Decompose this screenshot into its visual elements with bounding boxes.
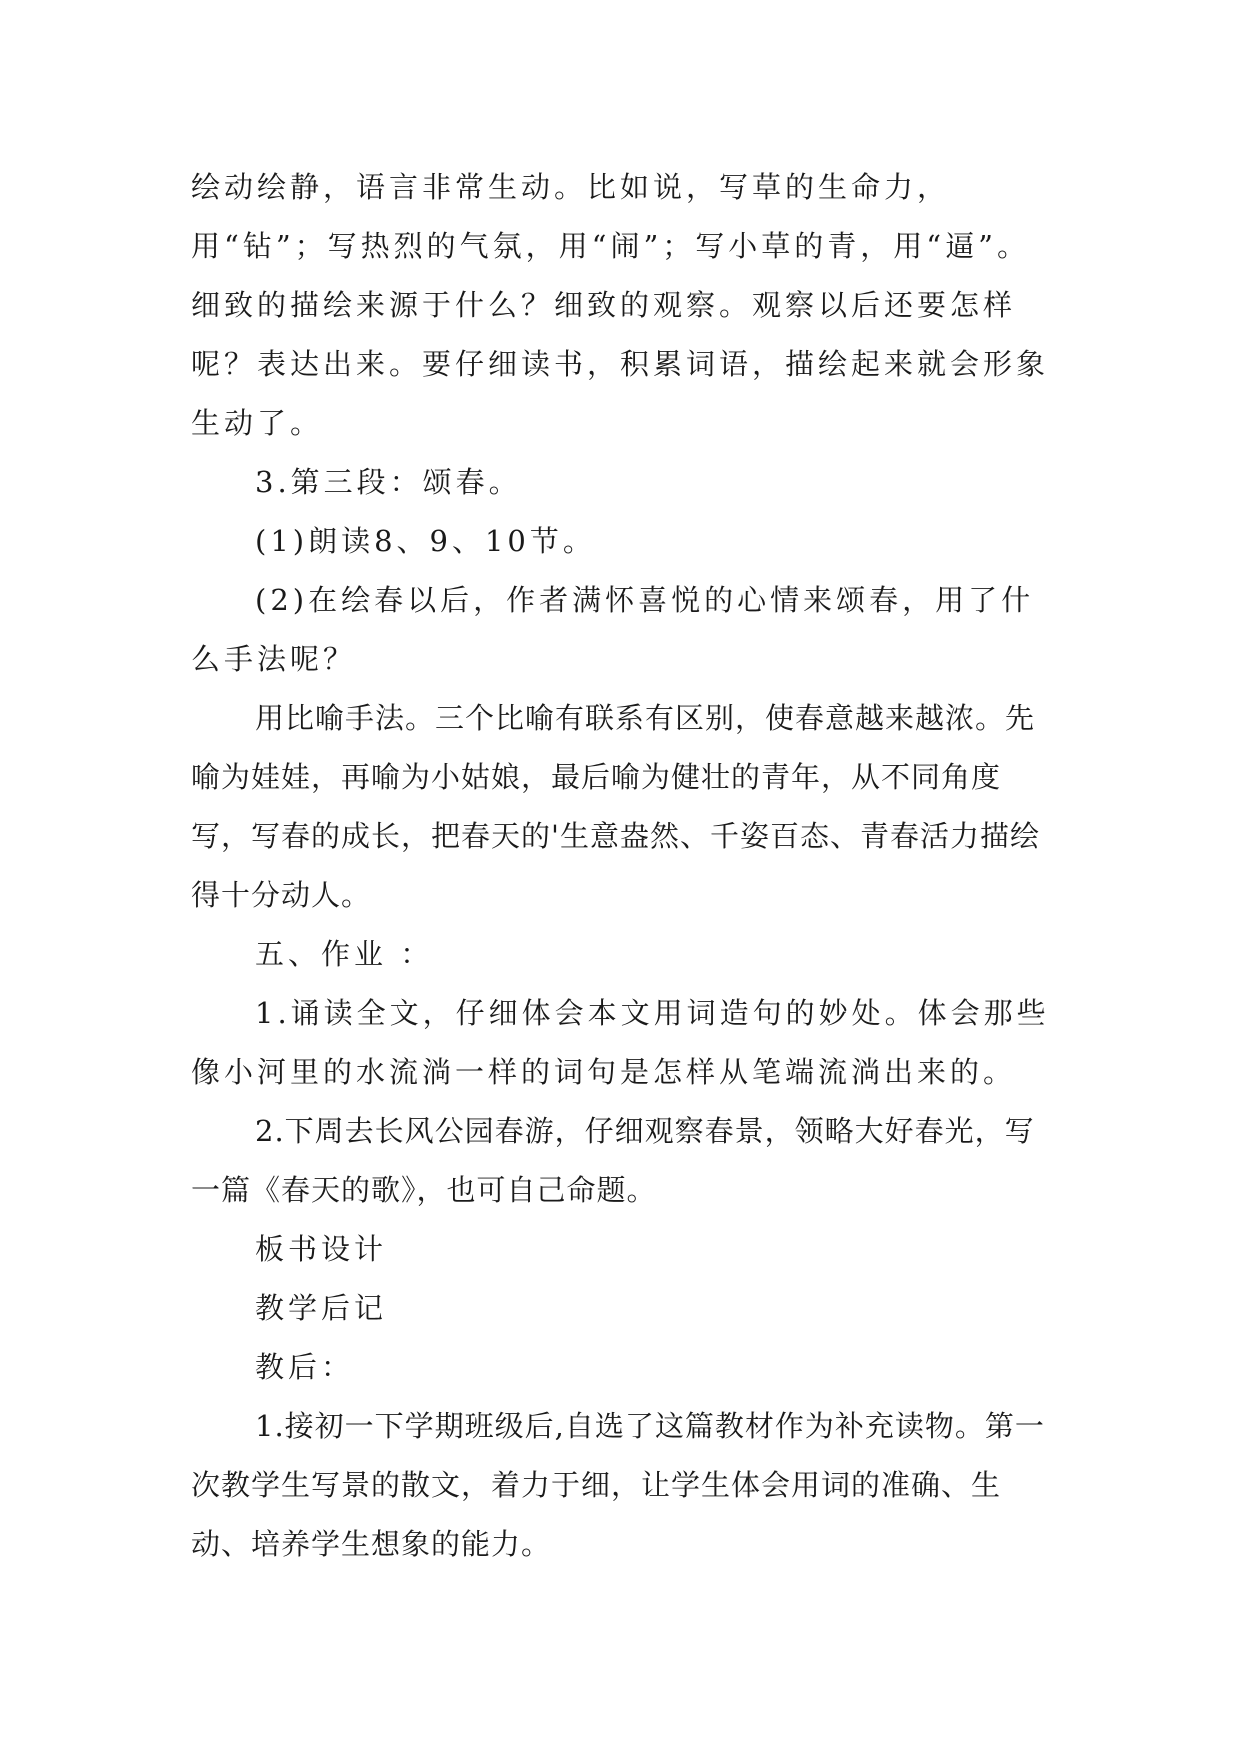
paragraph-reflection: 1.接初一下学期班级后,自选了这篇教材作为补充读物。第一次教学生写景的散文，着力于细，让学生体会用词的准确、生动、培养学生想象的能力。 bbox=[191, 1409, 1045, 1561]
paragraph-homework-heading: 五、作业 ： bbox=[255, 937, 434, 971]
paragraph-homework-two: 2.下周去长风公园春游，仔细观察春景，领略大好春光，写一篇《春天的歌》，也可自己命题。 bbox=[191, 1114, 1035, 1207]
paragraph-board-design: 板书设计 bbox=[255, 1232, 388, 1266]
paragraph-description-analysis: 绘动绘静，语言非常生动。比如说，写草的生命力，用“钻”；写热烈的气氛，用“闹”；写小草的青，用“逼”。细致的描绘来源于什么？细致的观察。观察以后还要怎样呢？表达出来。要仔细读书，积累词语，描绘起来就会形象生动了。 bbox=[191, 170, 1050, 440]
paragraph-homework-one: 1.诵读全文，仔细体会本文用词造句的妙处。体会那些像小河里的水流淌一样的词句是怎样从笔端流淌出来的。 bbox=[191, 996, 1050, 1089]
paragraph-question: (2)在绘春以后，作者满怀喜悦的心情来颂春，用了什么手法呢？ bbox=[191, 583, 1035, 676]
paragraph-after-teaching: 教后： bbox=[255, 1350, 355, 1384]
paragraph-teaching-notes: 教学后记 bbox=[255, 1291, 388, 1325]
paragraph-metaphor-answer: 用比喻手法。三个比喻有联系有区别，使春意越来越浓。先喻为娃娃，再喻为小姑娘，最后喻为健壮的青年，从不同角度写，写春的成长，把春天的'生意盎然、千姿百态、青春活力描绘得十分动人。 bbox=[191, 701, 1040, 912]
document-body bbox=[191, 158, 1051, 1574]
paragraph-section-three-heading: 3.第三段：颂春。 bbox=[255, 465, 522, 499]
paragraph-read-aloud: (1)朗读8、9、10节。 bbox=[255, 524, 596, 558]
